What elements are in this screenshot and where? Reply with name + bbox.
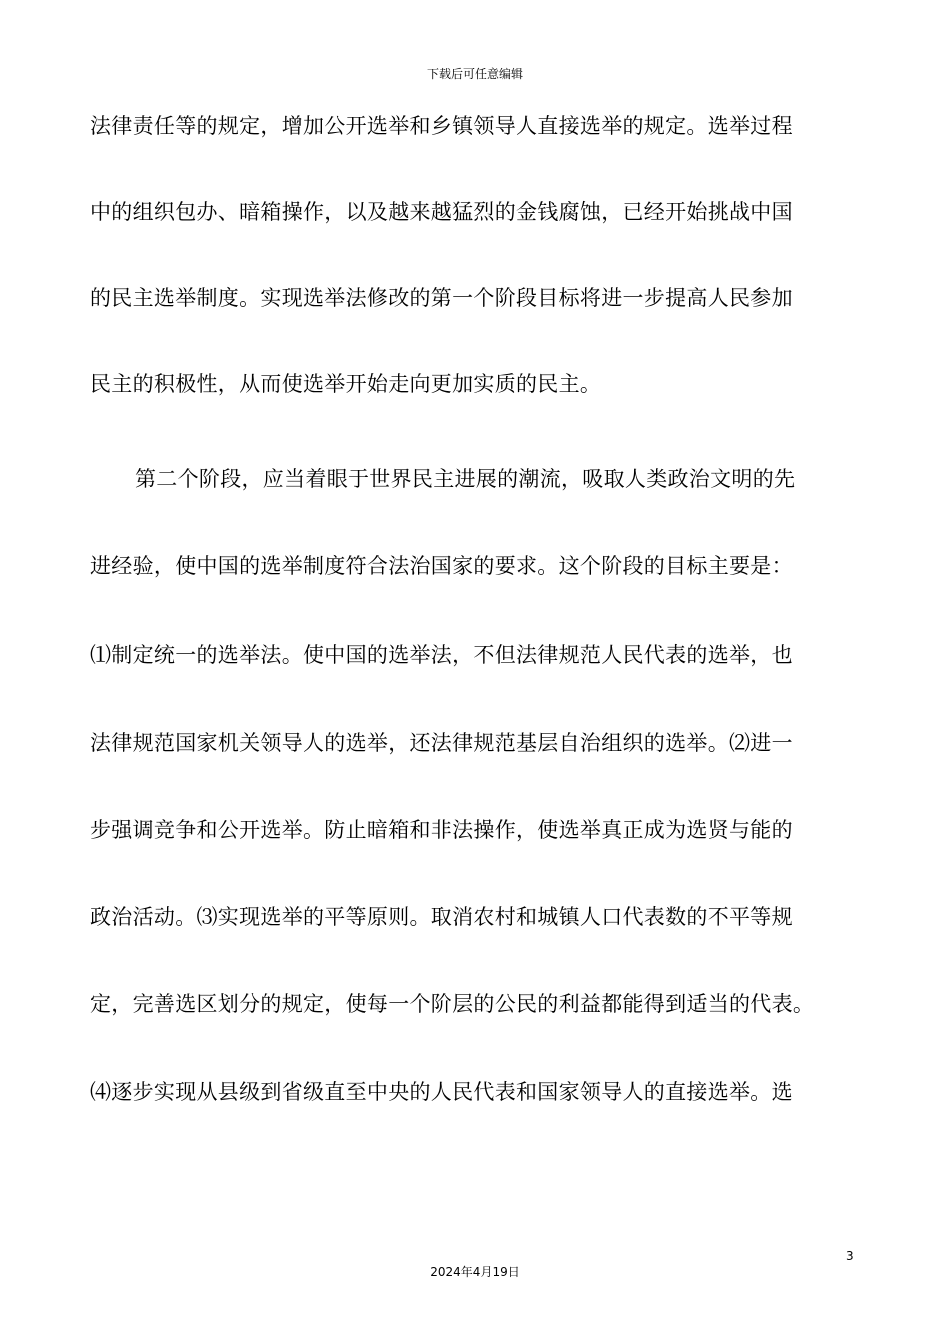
body-line: ⑷逐步实现从县级到省级直至中央的人民代表和国家领导人的直接选举。选 (90, 1080, 793, 1104)
body-line: 法律责任等的规定，增加公开选举和乡镇领导人直接选举的规定。选举过程 (90, 114, 793, 138)
footer-date: 2024年4月19日 (430, 1265, 520, 1279)
body-line: 进经验，使中国的选举制度符合法治国家的要求。这个阶段的目标主要是： (90, 554, 793, 578)
page-number: 3 (846, 1249, 854, 1263)
body-line: 步强调竞争和公开选举。防止暗箱和非法操作，使选举真正成为选贤与能的 (90, 818, 793, 842)
page-header: 下载后可任意编辑 (426, 67, 523, 81)
body-line: 的民主选举制度。实现选举法修改的第一个阶段目标将进一步提高人民参加 (90, 286, 793, 310)
body-line: 法律规范国家机关领导人的选举，还法律规范基层自治组织的选举。⑵进一 (90, 731, 793, 755)
body-line: 定，完善选区划分的规定，使每一个阶层的公民的利益都能得到适当的代表。 (90, 992, 815, 1016)
paragraph-start-line: 第二个阶段，应当着眼于世界民主进展的潮流，吸取人类政治文明的先 (135, 467, 796, 491)
body-line: ⑴制定统一的选举法。使中国的选举法，不但法律规范人民代表的选举，也 (90, 643, 793, 667)
body-line: 民主的积极性，从而使选举开始走向更加实质的民主。 (90, 372, 602, 396)
body-line: 政治活动。⑶实现选举的平等原则。取消农村和城镇人口代表数的不平等规 (90, 905, 793, 929)
body-line: 中的组织包办、暗箱操作，以及越来越猛烈的金钱腐蚀，已经开始挑战中国 (90, 200, 793, 224)
